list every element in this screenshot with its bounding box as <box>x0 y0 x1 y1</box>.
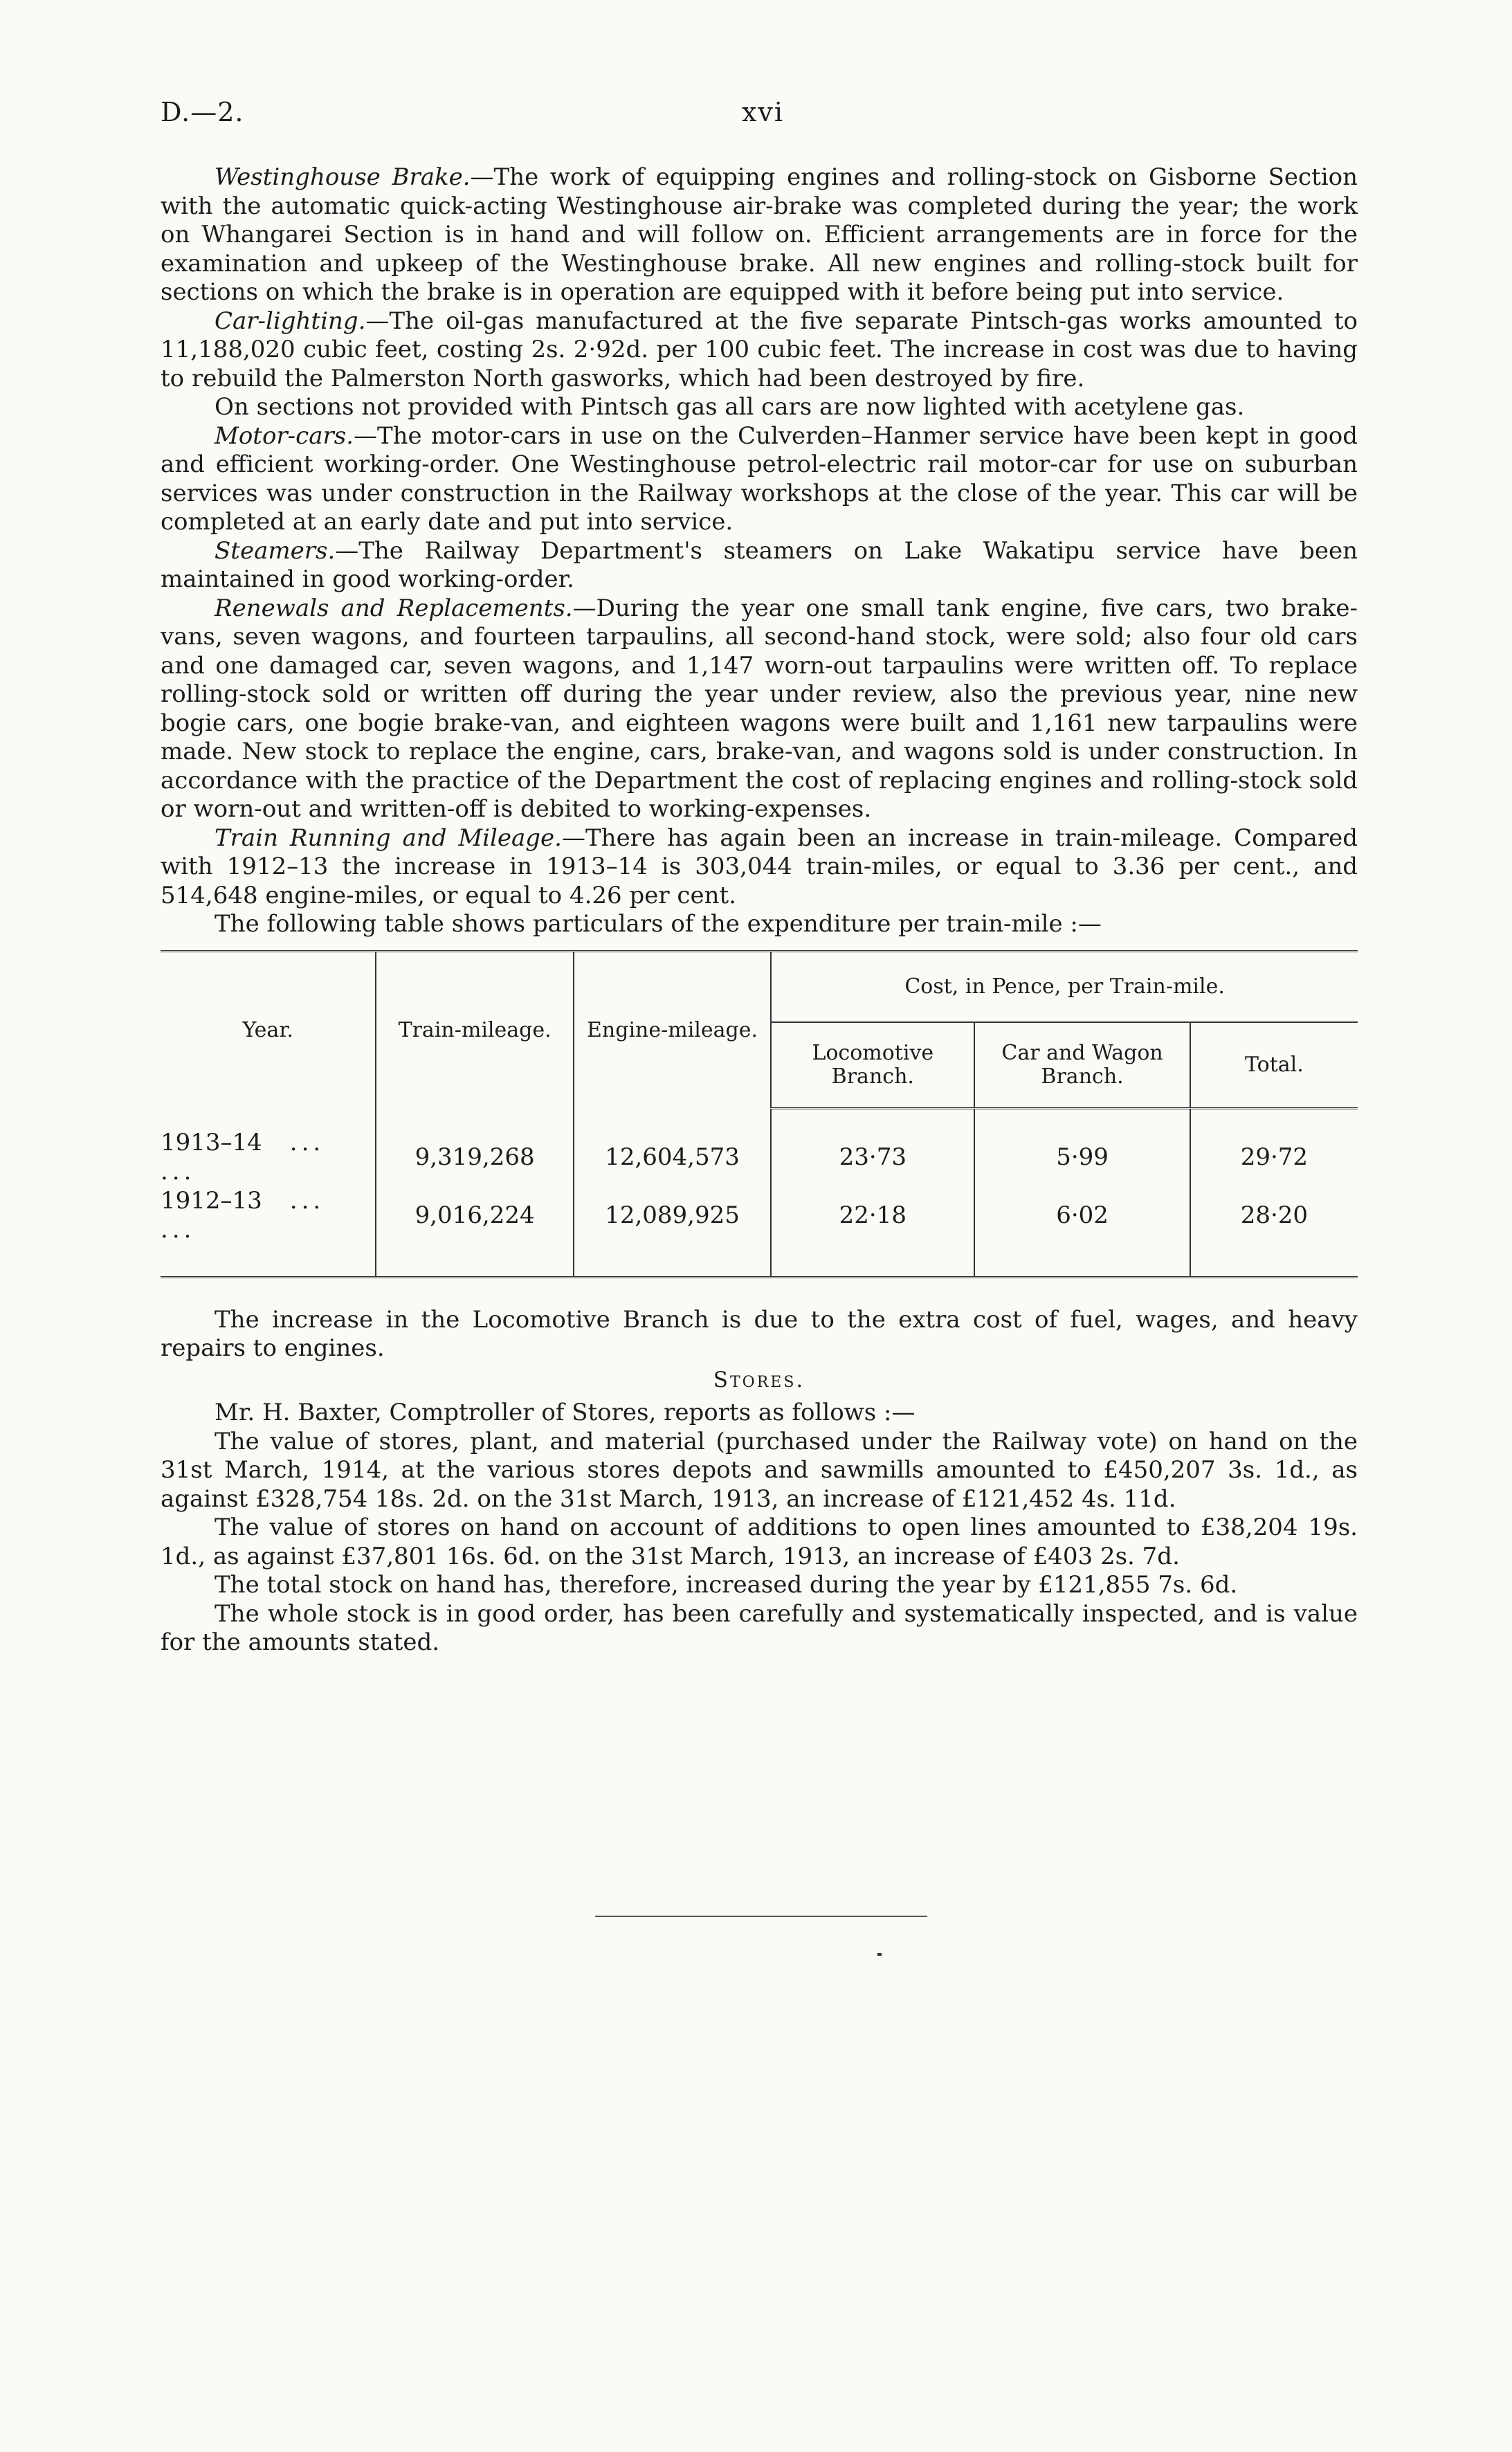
heading-westinghouse: Westinghouse Brake. <box>215 163 471 191</box>
page-header <box>161 97 1358 138</box>
heading-steamers: Steamers. <box>215 536 336 565</box>
text-steamers: —The Railway Department's steamers on Lake Wakatipu service have been maintained in good working-order. <box>161 536 1358 593</box>
cell-car-wagon: 6·02 <box>974 1186 1190 1278</box>
header-car-wagon: Car and Wagon Branch. <box>974 1022 1190 1109</box>
table-row <box>161 1186 1358 1278</box>
heading-train-running: Train Running and Mileage. <box>215 824 562 852</box>
header-cost-group: Cost, in Pence, per Train-mile. <box>771 951 1358 1022</box>
stores-heading: Stores. <box>713 1367 805 1392</box>
cell-year <box>161 1109 376 1186</box>
header-locomotive: Locomotive Branch. <box>771 1022 974 1109</box>
end-rule <box>595 1916 927 1917</box>
cell-year <box>161 1186 376 1278</box>
text-motor-cars: —The motor-cars in use on the Culverden–Hanmer service have been kept in good and efficient working-order. One Westinghouse petrol-electric rail motor-car for use on suburban services was under construction in the Railway workshops at the close of the year. This car will be completed at an early date and put into service. <box>161 421 1358 536</box>
document-reference: D.—2. <box>161 97 244 127</box>
paragraph-table-intro: The following table shows particulars of the expenditure per train-mile :— <box>215 910 1102 938</box>
heading-car-lighting: Car-lighting. <box>215 307 366 335</box>
end-mark <box>877 1953 882 1956</box>
expenditure-table <box>161 950 1358 1278</box>
paragraph-stores-3: The total stock on hand has, therefore, increased during the year by £121,855 7s. 6d. <box>215 1571 1238 1599</box>
header-year: Year. <box>161 951 376 1109</box>
paragraph-steamers <box>161 537 1358 594</box>
heading-motor-cars: Motor-cars. <box>215 421 354 450</box>
header-engine-mileage: Engine-mileage. <box>574 951 771 1109</box>
paragraph-stores-intro: Mr. H. Baxter, Comptroller of Stores, reports as follows :— <box>215 1399 916 1426</box>
year-label: 1912–13 <box>161 1186 262 1215</box>
text-renewals: —During the year one small tank engine, five cars, two brake-vans, seven wagons, and fourteen tarpaulins, all second-hand stock, were sold; also four old cars and one damaged car, seven wagons, and 1,147 worn-out tarpaulins were written off. To replace rolling-stock sold or written off during the year under review, also the previous year, nine new bogie cars, one bogie brake-van, and eighteen wagons were built and 1,161 new tarpaulins were made. New stock to replace the engine, cars, brake-van, and wagons sold is under construction. In accordance with the practice of the Department the cost of replacing engines and rolling-stock sold or worn-out and written-off is debited to working-expenses. <box>161 594 1358 823</box>
cell-total: 29·72 <box>1240 1143 1309 1172</box>
paragraph-acetylene: On sections not provided with Pintsch gas all cars are now lighted with acetylene gas. <box>215 393 1245 421</box>
body-text <box>161 163 1358 1658</box>
leader-dots: ... ... <box>161 1128 325 1186</box>
page-number: xvi <box>742 97 785 127</box>
paragraph-stores-1: The value of stores, plant, and material (purchased under the Railway vote) on hand on the 31st March, 1914, at the various stores depots and sawmills amounted to £450,207 3s. 1d., as against £328,754 18s. 2d. on the 31st March, 1913, an increase of £121,452 4s. 11d. <box>161 1427 1358 1513</box>
cell-engine-mileage: 12,089,925 <box>574 1186 771 1278</box>
text-car-lighting: —The oil-gas manufactured at the five separate Pintsch-gas works amounted to 11,188,020 cubic feet, costing 2s. 2·92d. per 100 cubic feet. The increase in cost was due to having to rebuild the Palmerston North gasworks, which had been destroyed by fire. <box>161 307 1358 392</box>
cell-locomotive: 23·73 <box>771 1109 974 1186</box>
expenditure-table-wrapper <box>161 950 1358 1278</box>
paragraph-stores-4: The whole stock is in good order, has been carefully and systematically inspected, and is value for the amounts stated. <box>161 1599 1358 1656</box>
cell-train-mileage: 9,319,268 <box>376 1109 573 1186</box>
text-westinghouse: —The work of equipping engines and rolling-stock on Gisborne Section with the automatic quick-acting Westinghouse air-brake was completed during the year; the work on Whangarei Section is in hand and will follow on. Efficient arrangements are in force for the examination and upkeep of the Westinghouse brake. All new engines and rolling-stock built for sections on which the brake is in operation are equipped with it before being put into service. <box>161 163 1358 306</box>
paragraph-motor-cars <box>161 422 1358 537</box>
cell-locomotive: 22·18 <box>771 1186 974 1278</box>
paragraph-westinghouse <box>161 163 1358 307</box>
paragraph-car-lighting <box>161 307 1358 394</box>
paragraph-train-running <box>161 824 1358 911</box>
cell-train-mileage: 9,016,224 <box>376 1186 573 1278</box>
year-label: 1913–14 <box>161 1128 262 1156</box>
cell-engine-mileage: 12,604,573 <box>574 1109 771 1186</box>
cell-total: 28·20 <box>1190 1186 1358 1278</box>
header-total: Total. <box>1190 1022 1358 1109</box>
paragraph-renewals <box>161 594 1358 824</box>
header-train-mileage: Train-mileage. <box>376 951 573 1109</box>
cell-car-wagon: 5·99 <box>974 1109 1190 1186</box>
heading-renewals: Renewals and Replacements. <box>215 594 573 622</box>
leader-dots: ... ... <box>161 1186 325 1244</box>
paragraph-after-table: The increase in the Locomotive Branch is due to the extra cost of fuel, wages, and heavy repairs to engines. <box>161 1305 1358 1362</box>
paragraph-stores-2: The value of stores on hand on account of additions to open lines amounted to £38,204 19s. 1d., as against £37,801 16s. 6d. on the 31st March, 1913, an increase of £403 2s. 7d. <box>161 1514 1358 1570</box>
text-train-running: —There has again been an increase in train-mileage. Compared with 1912–13 the increase in 1913–14 is 303,044 train-miles, or equal to 3.36 per cent., and 514,648 engine-miles, or equal to 4.26 per cent. <box>161 824 1358 909</box>
table-row <box>161 1109 1358 1186</box>
